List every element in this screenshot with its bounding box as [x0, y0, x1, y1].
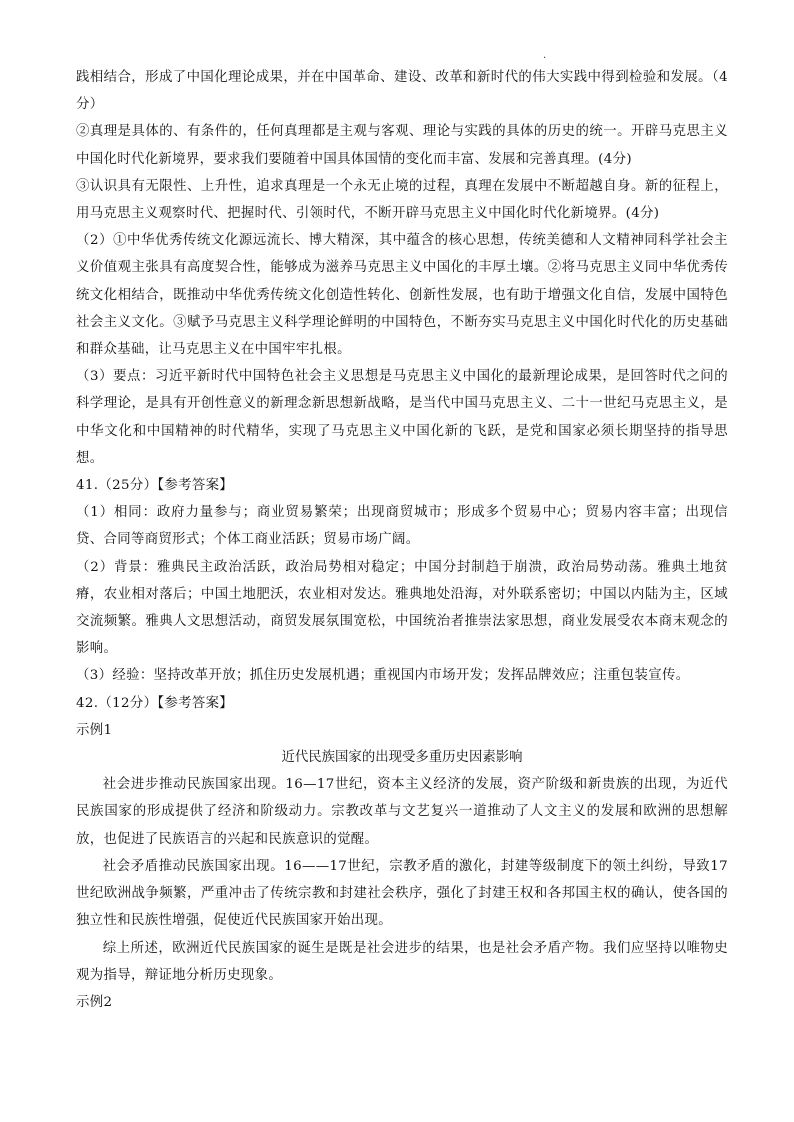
question-41-heading: 41.（25分）【参考答案】 [76, 478, 234, 494]
header-mark: . [543, 50, 547, 61]
essay-paragraph-conclusion: 综上所述，欧洲近代民族国家的诞生是既是社会进步的结果，也是社会矛盾产物。我们应坚持以唯物史观为指导，辩证地分析历史现象。 [76, 940, 728, 983]
paragraph-41-similarities: （1）相同：政府力量参与；商业贸易繁荣；出现商贸城市；形成多个贸易中心；贸易内容丰富；出现信贷、合同等商贸形式；个体工商业活跃；贸易市场广阔。 [76, 505, 728, 548]
essay-paragraph-contradiction: 社会矛盾推动民族国家出现。16——17世纪，宗教矛盾的激化，封建等级制度下的领土纠纷，导致17世纪欧洲战争频繁，严重冲击了传统宗教和封建社会秩序，强化了封建王权和各邦国主权的确认，使各国的独立性和民族性增强，促使近代民族国家开始出现。 [76, 858, 728, 929]
paragraph-q3-thought: （3）要点：习近平新时代中国特色社会主义思想是马克思主义中国化的最新理论成果，是回答时代之问的科学理论，是具有开创性意义的新理念新思想新战略，是当代中国马克思主义、二十一世纪马克思主义，是中华文化和中国精神的时代精华，实现了马克思主义中国化新的飞跃，是党和国家必须长期坚持的指导思想。 [76, 369, 728, 466]
question-42-heading: 42.（12分）【参考答案】 [76, 695, 234, 711]
essay-title: 近代民族国家的出现受多重历史因素影响 [281, 750, 523, 766]
paragraph-truth-concrete: ②真理是具体的、有条件的，任何真理都是主观与客观、理论与实践的具体的历史的统一。开辟马克思主义中国化时代化新境界，要求我们要随着中国具体国情的变化而丰富、发展和完善真理。(4分) [76, 124, 728, 167]
example-2-label: 示例2 [76, 994, 113, 1010]
paragraph-q2-culture: （2）①中华优秀传统文化源远流长、博大精深，其中蕴含的核心思想，传统美德和人文精神同科学社会主义价值观主张具有高度契合性，能够成为滋养马克思主义中国化的丰厚土壤。②将马克思主义同中华优秀传统文化相结合，既推动中华优秀传统文化创造性转化、创新性发展，也有助于增强文化自信，发展中国特色社会主义文化。③赋予马克思主义科学理论鲜明的中国特色，不断夯实马克思主义中国化时代化的历史基础和群众基础，让马克思主义在中国牢牢扎根。 [76, 233, 728, 358]
paragraph-41-experience: （3）经验：坚持改革开放；抓住历史发展机遇；重视国内市场开发；发挥品牌效应；注重包装宣传。 [76, 668, 690, 684]
paragraph-practice-continuation: 践相结合，形成了中国化理论成果，并在中国革命、建设、改革和新时代的伟大实践中得到检验和发展。（4分） [76, 70, 728, 113]
paragraph-41-background: （2）背景：雅典民主政治活跃，政治局势相对稳定；中国分封制趋于崩溃，政治局势动荡。雅典土地贫瘠，农业相对落后；中国土地肥沃，农业相对发达。雅典地处沿海，对外联系密切；中国以内陆为主，区域交流频繁。雅典人文思想活动，商贸发展氛围宽松，中国统治者推崇法家思想，商业发展受农本商末观念的影响。 [76, 559, 728, 657]
example-1-label: 示例1 [76, 722, 113, 738]
paragraph-truth-infinite: ③认识具有无限性、上升性，追求真理是一个永无止境的过程，真理在发展中不断超越自身。新的征程上，用马克思主义观察时代、把握时代、引领时代，不断开辟马克思主义中国化时代化新境界。(4分) [76, 178, 728, 222]
answer-document [76, 64, 728, 1016]
essay-paragraph-progress: 社会进步推动民族国家出现。16—17世纪，资本主义经济的发展，资产阶级和新贵族的出现，为近代民族国家的形成提供了经济和阶级动力。宗教改革与文艺复兴一道推动了人文主义的发展和欧洲的思想解放，也促进了民族语言的兴起和民族意识的觉醒。 [76, 777, 728, 847]
